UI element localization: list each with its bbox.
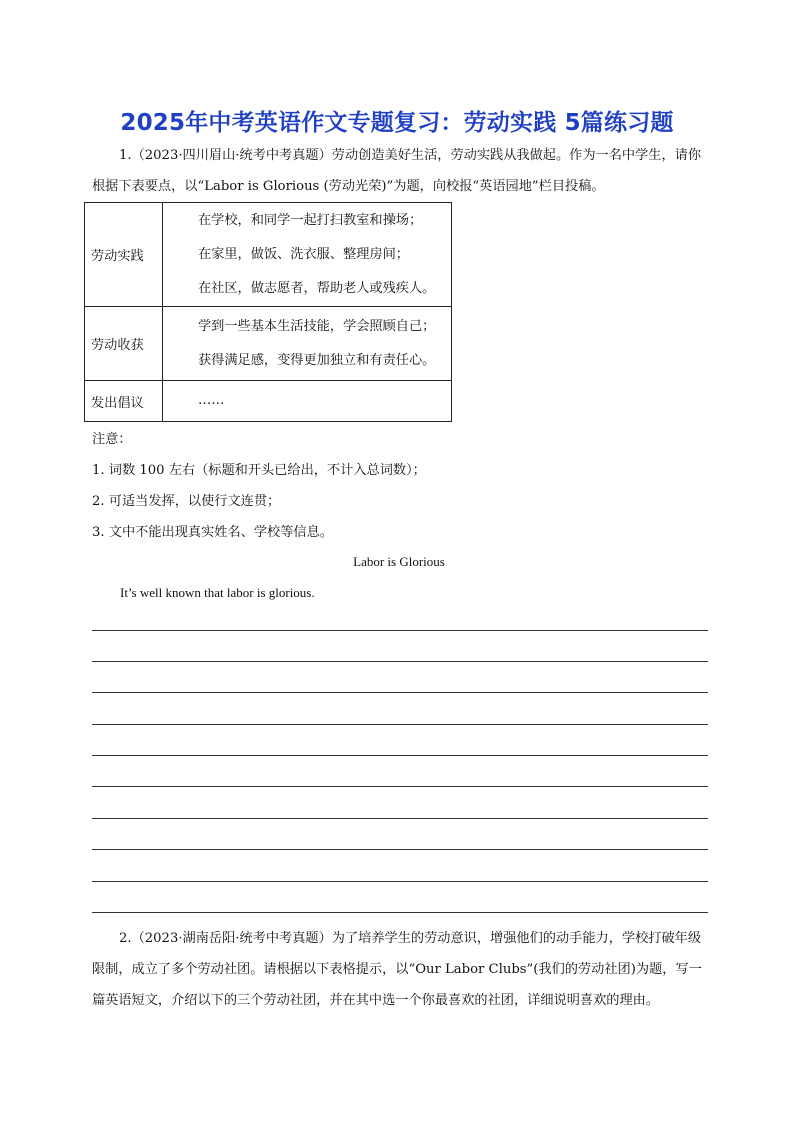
writing-line[interactable]: [92, 912, 708, 913]
table-row: [85, 203, 452, 307]
row-content: [163, 203, 452, 307]
row-label: 劳动收获: [85, 307, 163, 381]
writing-line[interactable]: [92, 692, 708, 693]
content-line: 在家里，做饭、洗衣服、整理房间；: [198, 246, 409, 262]
writing-line[interactable]: [92, 818, 708, 819]
writing-line[interactable]: [92, 724, 708, 725]
note-item: 3. 文中不能出现真实姓名、学校等信息。: [92, 525, 333, 540]
writing-line[interactable]: [92, 849, 708, 850]
notes-heading: 注意：: [92, 432, 132, 447]
row-content: [163, 381, 452, 422]
essay-opening-sentence: It’s well known that labor is glorious.: [120, 585, 315, 600]
row-label: 劳动实践: [85, 203, 163, 307]
content-line: ……: [198, 393, 225, 408]
content-line: 在社区，做志愿者，帮助老人或残疾人。: [198, 280, 436, 296]
row-content: [163, 307, 452, 381]
table-row: [85, 307, 452, 381]
note-item: 1. 词数 100 左右（标题和开头已给出，不计入总词数）；: [92, 463, 426, 478]
table-row: [85, 381, 452, 422]
essay-title: Labor is Glorious: [353, 554, 445, 569]
writing-line[interactable]: [92, 661, 708, 662]
requirements-table: [84, 202, 452, 422]
writing-line[interactable]: [92, 755, 708, 756]
question-1-prompt: 1.（2023·四川眉山·统考中考真题）劳动创造美好生活，劳动实践从我做起。作为一名中学生，请你根据下表要点，以“Labor is Glorious (劳动光荣)”为题，向校报“英语园地”栏目投稿。: [92, 148, 702, 194]
note-item: 2. 可适当发挥，以使行文连贯；: [92, 494, 281, 509]
content-line: 在学校，和同学一起打扫教室和操场；: [198, 212, 423, 228]
writing-line[interactable]: [92, 881, 708, 882]
content-line: 获得满足感，变得更加独立和有责任心。: [198, 352, 436, 368]
page-title: 2025年中考英语作文专题复习：劳动实践 5篇练习题: [120, 110, 674, 136]
writing-line[interactable]: [92, 630, 708, 631]
row-label: 发出倡议: [85, 381, 163, 422]
writing-line[interactable]: [92, 786, 708, 787]
notes-section: [92, 424, 426, 548]
question-2-prompt: 2.（2023·湖南岳阳·统考中考真题）为了培养学生的劳动意识，增强他们的动手能力，学校打破年级限制，成立了多个劳动社团。请根据以下表格提示，以“Our Labor Clubs”(我们的劳动社团)为题，写一篇英语短文，介绍以下的三个劳动社团，并在其中选一个你最喜欢的社团，详细说明喜欢的理由。: [92, 931, 702, 1008]
content-line: 学到一些基本生活技能，学会照顾自己；: [198, 318, 436, 334]
